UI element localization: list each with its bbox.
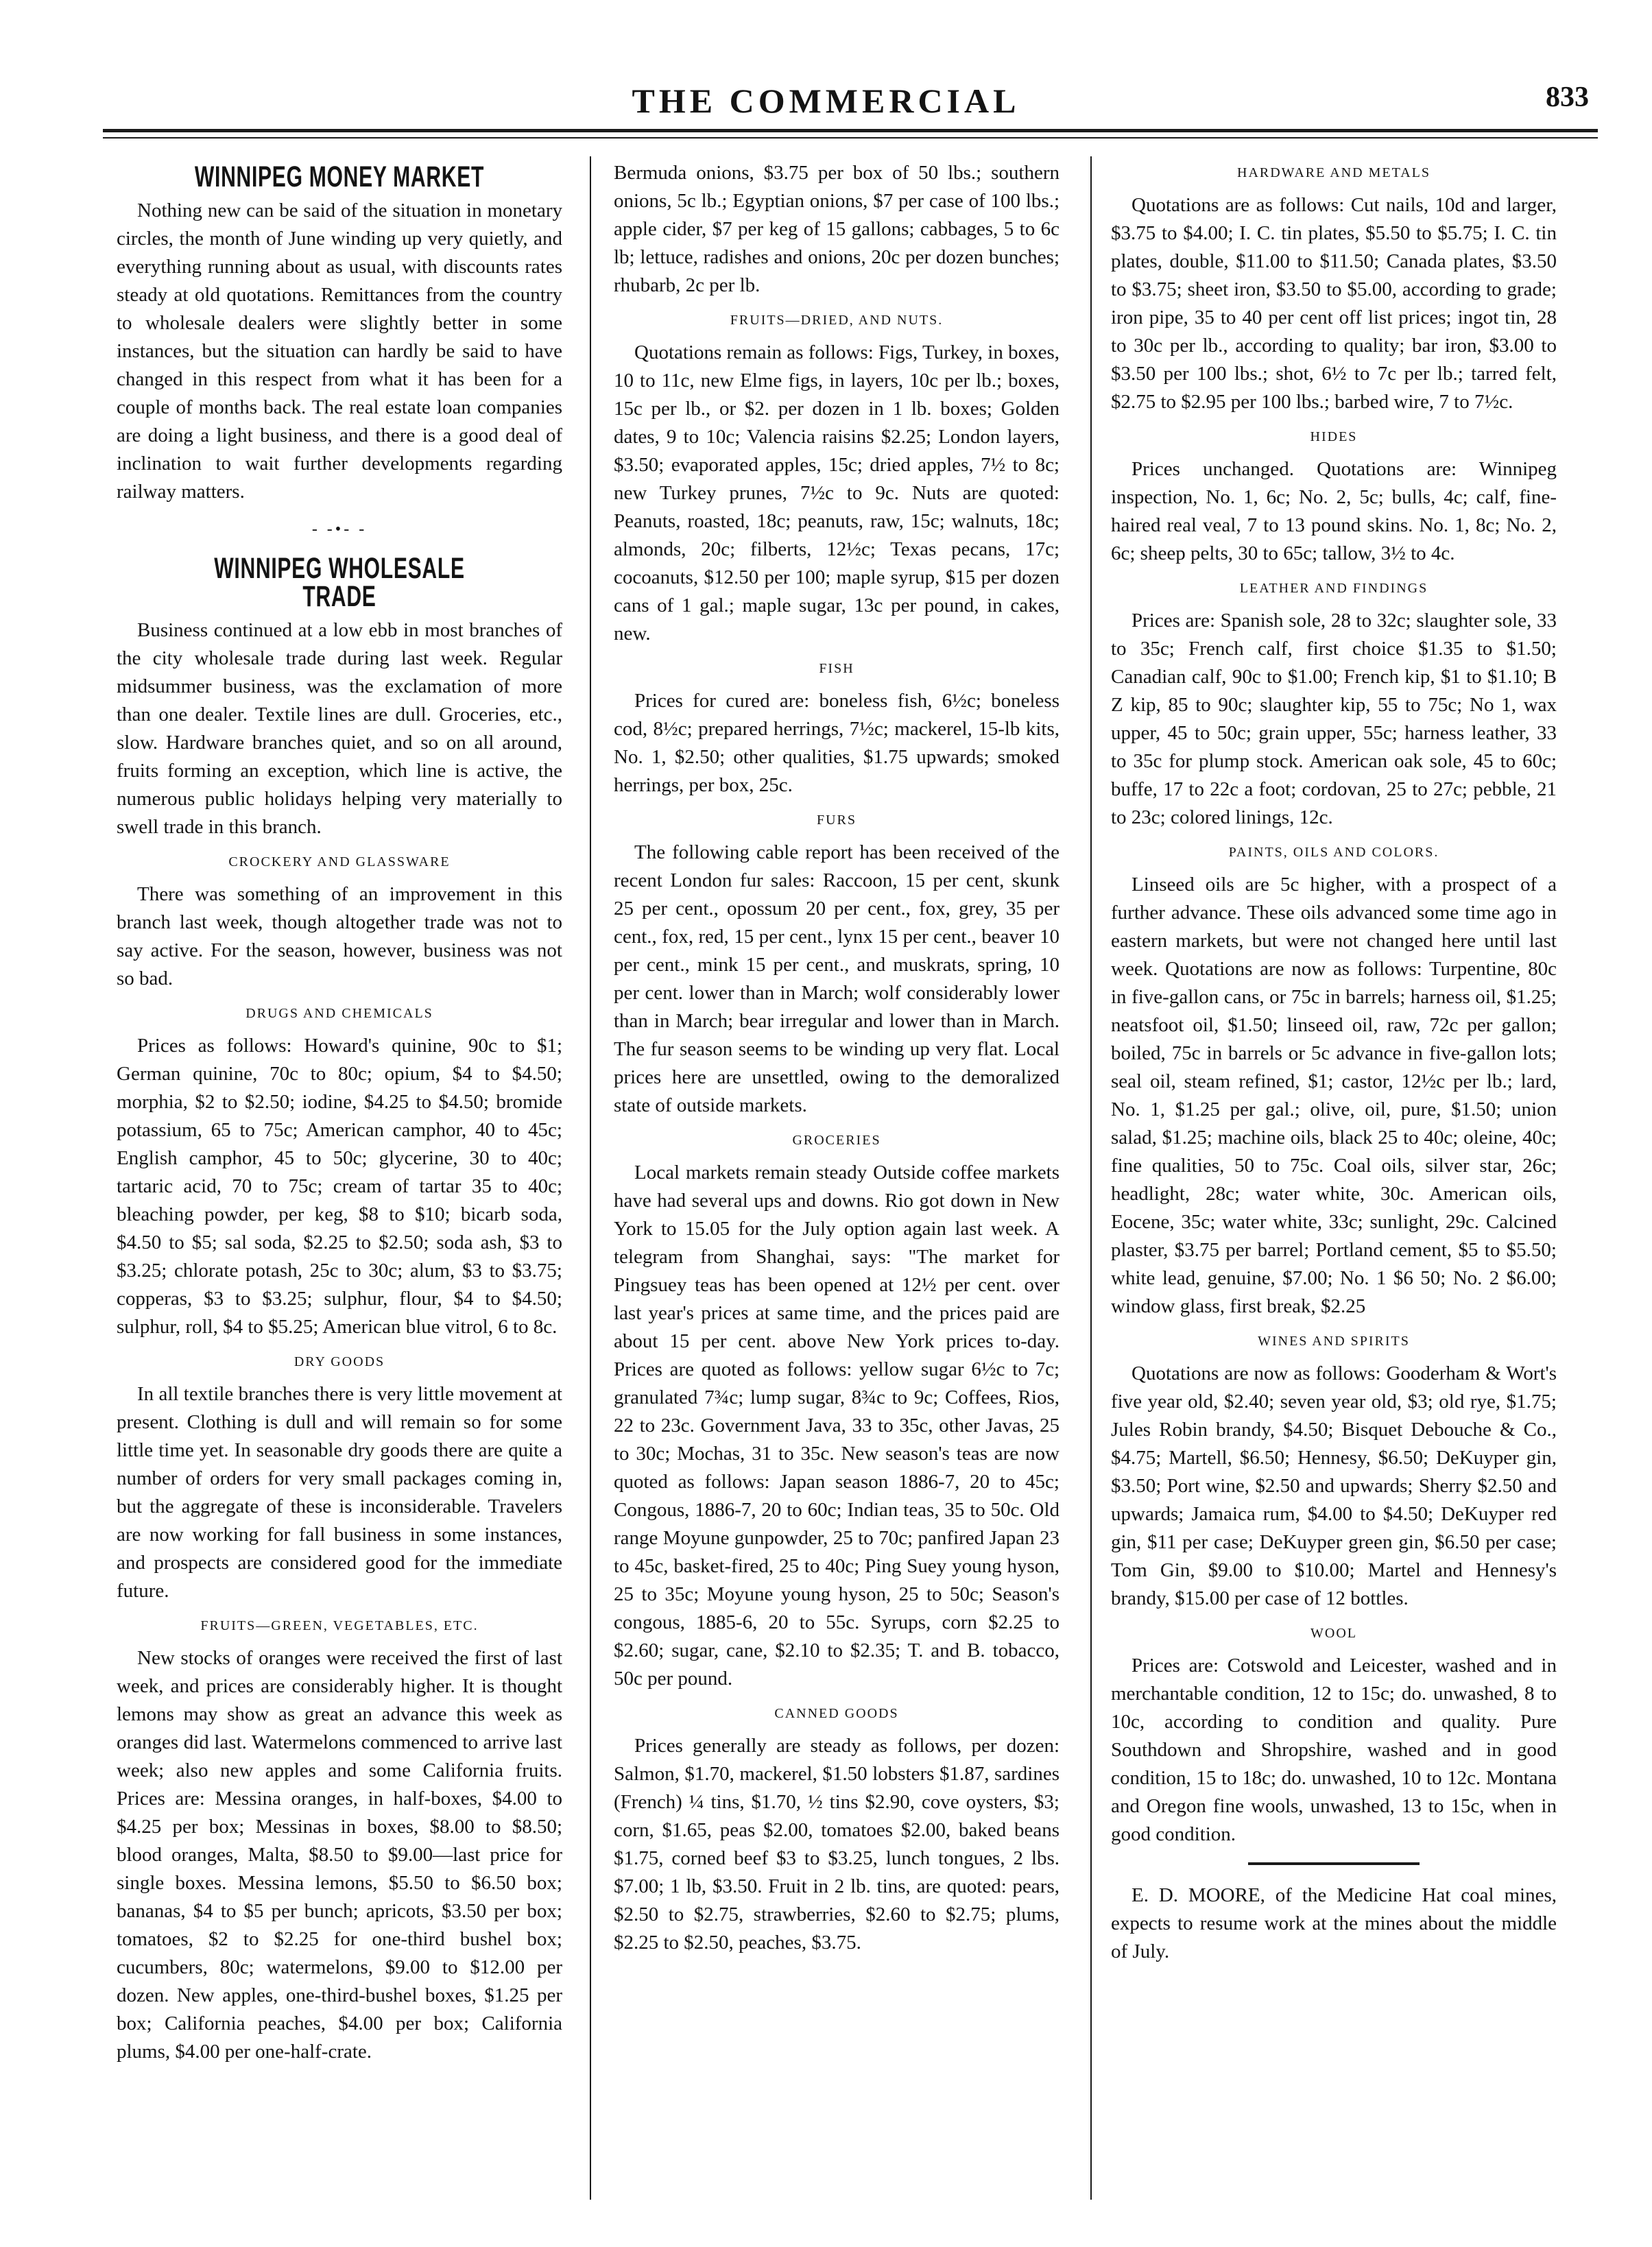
money-market-title: WINNIPEG MONEY MARKET xyxy=(194,160,485,193)
page-number: 833 xyxy=(1546,82,1589,113)
furs-heading: FURS xyxy=(816,813,857,828)
canned-goods-text: Prices generally are steady as follows, per dozen: Salmon, $1.70, mackerel, $1.50 lobsters $1.87, sardines (French) ¼ tins, $1.70, ½ tins $2.90, cove oysters, $3; corn, $1.65, peas $2.00, tomatoes $2.00, baked beans $1.75, corned beef $3 to $3.25, lunch tongues, 2 lbs. $7.00; 1 lb, $3.50. Fruit in 2 lb. tins, are quoted: pears, $2.50 to $2.75, strawberries, $2.60 to $2.75; plums, $2.25 to $2.50, peaches, $3.75. xyxy=(614,1735,1060,1954)
header-rule-thick xyxy=(103,129,1598,132)
crockery-heading: CROCKERY AND GLASSWARE xyxy=(228,854,451,869)
fish-heading: FISH xyxy=(819,661,854,676)
money-market-text: Nothing new can be said of the situation in monetary circles, the month of June winding up very quietly, and everything running about as usual, with discounts rates steady at old quotations. Remittances from the country to wholesale dealers were slightly better in some instances, but the situation can hardly be said to have changed in this respect from what it has been for a couple of months back. The real estate loan companies are doing a light business, and there is a good deal of inclination to wait further developments regarding railway matters. xyxy=(117,200,562,503)
crockery-text: There was something of an improvement in this branch last week, though altogether trade was not to say active. For the season, however, business was not so bad. xyxy=(117,883,562,989)
leather-text: Prices are: Spanish sole, 28 to 32c; slaughter sole, 33 to 35c; French calf, first choice $1.35 to $1.50; Canadian calf, 90c to $1.00; French kip, $1 to $1.10; B Z kip, 85 to 90c; slaughter kip, 55 to 75c; No 1, wax upper, 45 to 50c; grain upper, 55c; harness leather, 33 to 35c for plump stock. American oak sole, 45 to 60c; buffe, 17 to 22c a foot; cordovan, 25 to 27c; pebble, 21 to 23c; colored linings, 12c. xyxy=(1111,610,1557,828)
leather-heading: LEATHER AND FINDINGS xyxy=(1239,581,1428,596)
wholesale-trade-title: WINNIPEG WHOLESALE TRADE xyxy=(214,552,465,613)
column-divider-2 xyxy=(1090,156,1092,2200)
wholesale-trade-text: Business continued at a low ebb in most branches of the city wholesale trade during last week. Regular midsummer business, was the exclamation of more than one dealer. Textile lines are dull. Groceries, etc., slow. Hardware branches quiet, and so on all around, fruits forming an exception, which line is active, the numerous public holidays helping very materially to swell trade in this branch. xyxy=(117,619,562,838)
hardware-heading: HARDWARE AND METALS xyxy=(1237,165,1430,180)
paints-text: Linseed oils are 5c higher, with a prospect of a further advance. These oils advanced some time ago in eastern markets, but were not changed here until last week. Quotations are now as follows: Turpentine, 80c in five-gallon cans, or 75c in barrels; harness oil, $1.25; neatsfoot oil, $1.50; linseed oil, raw, 72c per gallon; boiled, 75c in barrels or 5c advance in five-gallon lots; seal oil, steam refined, $1; castor, 12½c per lb.; lard, No. 1, $1.25 per gal.; olive, oil, pure, $1.50; union salad, $1.25; machine oils, black 25 to 40c; oleine, 40c; fine qualities, 50 to 75c. Coal oils, silver star, 26c; headlight, 28c; water white, 30c. American oils, Eocene, 35c; water white, 33c; sunlight, 29c. Calcined plaster, $3.75 per barrel; Portland cement, $5 to $5.50; white lead, genuine, $7.00; No. 1 $6 50; No. 2 $6.00; window glass, first break, $2.25 xyxy=(1111,874,1557,1317)
fish-text: Prices for cured are: boneless fish, 6½c; boneless cod, 8½c; prepared herrings, 7½c; mackerel, 15-lb kits, No. 1, $2.50; other qualities, $1.75 upwards; smoked herrings, per box, 25c. xyxy=(614,690,1060,796)
fruits-green-heading: FRUITS—GREEN, VEGETABLES, ETC. xyxy=(200,1618,479,1633)
wines-heading: WINES AND SPIRITS xyxy=(1258,1334,1410,1349)
fruits-continued-text: Bermuda onions, $3.75 per box of 50 lbs.; southern onions, 5c lb.; Egyptian onions, $7 per case of 100 lbs.; apple cider, $7 per keg of 15 gallons; cabbages, 5 to 6c lb; lettuce, radishes and onions, 20c per dozen bunches; rhubarb, 2c per lb. xyxy=(614,162,1060,296)
fruits-dried-text: Quotations remain as follows: Figs, Turkey, in boxes, 10 to 11c, new Elme figs, in layers, 10c per lb.; boxes, 15c per lb., or $2. per dozen in 1 lb. boxes; Golden dates, 9 to 10c; Valencia raisins $2.25; London layers, $3.50; evaporated apples, 15c; dried apples, 7½ to 8c; new Turkey prunes, 7½c to 9c. Nuts are quoted: Peanuts, roasted, 18c; peanuts, raw, 15c; walnuts, 18c; almonds, 20c; filberts, 12½c; Texas pecans, 17c; cocoanuts, $12.50 per 100; maple syrup, $15 per dozen cans of 1 gal.; maple sugar, 13c per pound, in cakes, new. xyxy=(614,341,1060,645)
column-1 xyxy=(117,159,562,2066)
column-divider-1 xyxy=(590,156,591,2200)
hides-heading: HIDES xyxy=(1310,429,1358,444)
wool-heading: WOOL xyxy=(1310,1626,1357,1641)
dry-goods-text: In all textile branches there is very little movement at present. Clothing is dull and will remain so for some little time yet. In seasonable dry goods there are quite a number of orders for very small packages coming in, but the aggregate of these is inconsiderable. Travelers are now working for fall business in some instances, and prospects are considered good for the immediate future. xyxy=(117,1383,562,1602)
page-header-title: THE COMMERCIAL xyxy=(632,82,1020,120)
column-3 xyxy=(1111,159,1557,1966)
hides-text: Prices unchanged. Quotations are: Winnipeg inspection, No. 1, 6c; No. 2, 5c; bulls, 4c; calf, fine-haired real veal, 7 to 13 pound skins. No. 1, 8c; No. 2, 6c; sheep pelts, 30 to 65c; tallow, 3½ to 4c. xyxy=(1111,458,1557,564)
fruits-green-text: New stocks of oranges were received the first of last week, and prices are considerably higher. It is thought lemons may show as great an advance this week as oranges did last. Watermelons commenced to arrive last week; also new apples and some California fruits. Prices are: Messina oranges, in half-boxes, $4.00 to $4.25 per box; Messinas in boxes, $8.00 to $8.50; blood oranges, Malta, $8.50 to $9.00—last price for single boxes. Messina lemons, $5.50 to $6.50 box; bananas, $4 to $5 per bunch; apricots, $3.50 per box; tomatoes, $2 to $2.25 for one-third bushel box; cucumbers, 80c; watermelons, $9.00 to $12.00 per dozen. New apples, one-third-bushel boxes, $1.25 per box; California peaches, $4.00 per box; California plums, $4.00 per one-half-crate. xyxy=(117,1647,562,2063)
furs-text: The following cable report has been received of the recent London fur sales: Raccoon, 15 per cent, skunk 25 per cent., opossum 20 per cent., fox, grey, 35 per cent., fox, red, 15 per cent., lynx 15 per cent., beaver 10 per cent., mink 15 per cent., and muskrats, spring, 10 per cent. lower than in March; wolf considerably lower than in March; bear irregular and lower than in March. The fur season seems to be winding up very flat. Local prices here are unsettled, owing to the demoralized state of outside markets. xyxy=(614,841,1060,1116)
hardware-text: Quotations are as follows: Cut nails, 10d and larger, $3.75 to $4.00; I. C. tin plates, $5.50 to $5.75; I. C. tin plates, double, $11.00 to $11.50; Canada plates, $3.50 to $3.75; sheet iron, $3.50 to $5.00, according to grade; iron pipe, 35 to 40 per cent off list prices; ingot tin, 28 to 30c per lb., according to quality; bar iron, $3.00 to $3.50 per 100 lbs.; shot, 6½ to 7c per lb.; tarred felt, $2.75 to $2.95 per 100 lbs.; barbed wire, 7 to 7½c. xyxy=(1111,194,1557,413)
moore-note-text: E. D. MOORE, of the Medicine Hat coal mines, expects to resume work at the mines about the middle of July. xyxy=(1111,1884,1557,1962)
section-ornament: - -•- - xyxy=(311,520,368,538)
header-rule-thin xyxy=(103,137,1598,139)
dry-goods-heading: DRY GOODS xyxy=(294,1354,385,1369)
wines-text: Quotations are now as follows: Gooderham & Wort's five year old, $2.40; seven year old, $3; old rye, $1.75; Jules Robin brandy, $4.50; Bisquet Debouche & Co., $4.75; Martell, $6.50; Hennesy, $6.50; DeKuyper gin, $3.50; Port wine, $2.50 and upwards; Sherry $2.50 and upwards; Jamaica rum, $4.00 to $4.50; DeKuyper red gin, $11 per case; DeKuyper green gin, $6.50 per case; Tom Gin, $9.00 to $10.00; Martel and Hennesy's brandy, $15.00 per case of 12 bottles. xyxy=(1111,1362,1557,1609)
paints-heading: PAINTS, OILS AND COLORS. xyxy=(1228,845,1439,860)
canned-goods-heading: CANNED GOODS xyxy=(774,1706,899,1721)
drugs-heading: DRUGS AND CHEMICALS xyxy=(246,1006,433,1021)
groceries-text: Local markets remain steady Outside coffee markets have had several ups and downs. Rio got down in New York to 15.05 for the July option again last week. A telegram from Shanghai, says: "The market for Pingsuey teas has been opened at 12½ per cent. over last year's prices at same time, and the prices paid are about 15 per cent. above New York prices to-day. Prices are quoted as follows: yellow sugar 6½c to 7c; granulated 7¾c; lump sugar, 8¾c to 9c; Coffees, Rios, 22 to 23c. Government Java, 33 to 35c, other Javas, 25 to 30c; Mochas, 31 to 35c. New season's teas are now quoted as follows: Japan season 1886-7, 20 to 45c; Congous, 1886-7, 20 to 60c; Indian teas, 35 to 50c. Old range Moyune gunpowder, 25 to 70c; panfired Japan 23 to 45c, basket-fired, 25 to 40c; Ping Suey young hyson, 25 to 35c; Moyune young hyson, 25 to 50c; Season's congous, 1885-6, 20 to 55c. Syrups, corn $2.25 to $2.60; sugar, cane, $2.10 to $2.35; T. and B. tobacco, 50c per pound. xyxy=(614,1162,1060,1690)
groceries-heading: GROCERIES xyxy=(792,1133,881,1148)
column-2 xyxy=(614,159,1060,1957)
drugs-text: Prices as follows: Howard's quinine, 90c to $1; German quinine, 70c to 80c; opium, $4 to $4.50; morphia, $2 to $2.50; iodine, $4.25 to $4.50; bromide potassium, 65 to 75c; American camphor, 40 to 45c; English camphor, 45 to 50c; glycerine, 30 to 40c; tartaric acid, 70 to 75c; cream of tartar 35 to 40c; bleaching powder, per keg, $8 to $10; bicarb soda, $4.50 to $5; sal soda, $2.25 to $2.50; soda ash, $3 to $3.25; chlorate potash, 25c to 30c; alum, $3 to $3.75; copperas, $3 to $3.25; sulphur, flour, $4 to $4.50; sulphur, roll, $4 to $5.25; American blue vitrol, 6 to 8c. xyxy=(117,1035,562,1338)
wool-text: Prices are: Cotswold and Leicester, washed and in merchantable condition, 12 to 15c; do. unwashed, 8 to 10c, according to condition and quality. Pure Southdown and Shropshire, washed and in good condition, 15 to 18c; do. unwashed, 10 to 12c. Montana and Oregon fine wools, unwashed, 13 to 15c, when in good condition. xyxy=(1111,1655,1557,1845)
fruits-dried-heading: FRUITS—DRIED, AND NUTS. xyxy=(730,313,944,328)
section-divider-rule xyxy=(1248,1862,1420,1865)
